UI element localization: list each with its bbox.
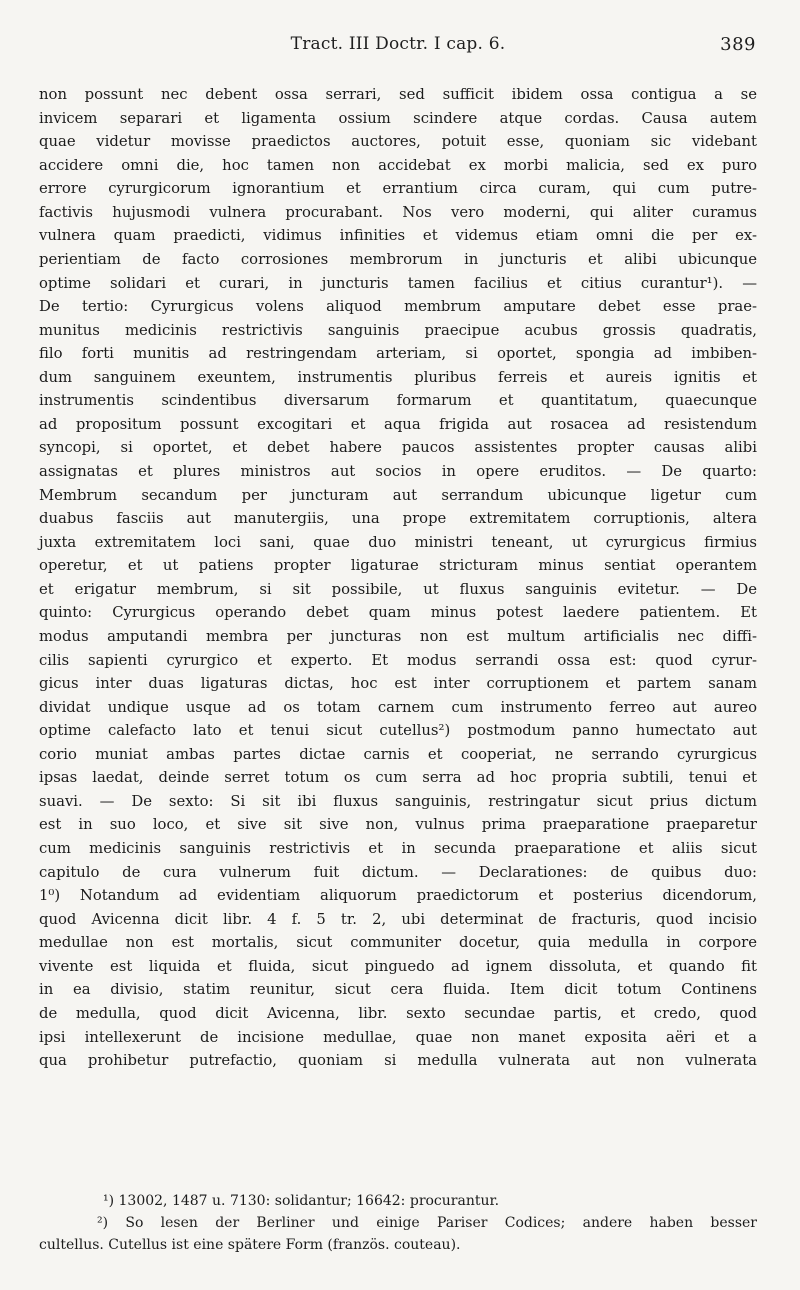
page-number: 389 [720,34,756,55]
footnote-2: ²) So lesen der Berliner und einige Pariser Codices; andere haben besser [97,1215,757,1231]
text-line: vivente est liquida et fluida, sicut pinguedo ad ignem dissoluta, et quando fit [39,957,757,975]
footnote-2-continued: cultellus. Cutellus ist eine spätere Form (französ. couteau). [39,1237,461,1253]
text-line: ad propositum possunt excogitari et aqua frigida aut rosacea ad resistendum [39,415,757,433]
text-line: operetur, et ut patiens propter ligaturae stricturam minus sentiat operantem [39,557,757,575]
text-line: qua prohibetur putrefactio, quoniam si medulla vulnerata aut non vulnerata [39,1052,757,1070]
text-line: quinto: Cyrurgicus operando debet quam minus potest laedere patientem. Et [39,604,757,622]
text-line: suavi. — De sexto: Si sit ibi fluxus sanguinis, restringatur sicut prius dictum [39,792,757,810]
text-line: gicus inter duas ligaturas dictas, hoc est inter corruptionem et partem sanam [39,675,757,693]
running-title: Tract. III Doctr. I cap. 6. [290,34,506,54]
text-line: errore cyrurgicorum ignorantium et errantium circa curam, qui cum putre- [39,180,757,198]
text-line: accidere omni die, hoc tamen non accidebat ex morbi malicia, sed ex puro [39,156,757,174]
page-header [40,34,756,60]
text-line: invicem separari et ligamenta ossium scindere atque cordas. Causa autem [39,109,757,127]
text-line: cilis sapienti cyrurgico et experto. Et modus serrandi ossa est: quod cyrur- [39,651,757,669]
main-text [39,83,757,1073]
text-line: ipsi intellexerunt de incisione medullae, quae non manet exposita aëri et a [39,1028,757,1046]
text-line: et erigatur membrum, si sit possibile, ut fluxus sanguinis evitetur. — De [39,580,757,598]
text-line: non possunt nec debent ossa serrari, sed sufficit ibidem ossa contigua a se [39,86,757,103]
text-line: assignatas et plures ministros aut socios in opere eruditos. — De quarto: [39,463,757,480]
text-line: est in suo loco, et sive sit sive non, vulnus prima praeparatione praeparetur [39,816,757,834]
text-line: cum medicinis sanguinis restrictivis et in secunda praeparatione et aliis sicut [39,840,757,857]
text-line: quod Avicenna dicit libr. 4 f. 5 tr. 2, ubi determinat de fracturis, quod incisio [39,910,757,928]
text-line: in ea divisio, statim reunitur, sicut cera fluida. Item dicit totum Continens [39,981,757,999]
text-line: optime solidari et curari, in juncturis tamen facilius et citius curantur¹). — [39,274,757,292]
text-line: optime calefacto lato et tenui sicut cutellus²) postmodum panno humectato aut [39,722,757,740]
text-line: de medulla, quod dicit Avicenna, libr. sexto secundae partis, et credo, quod [39,1004,757,1022]
text-line: perientiam de facto corrosiones membrorum in juncturis et alibi ubicunque [39,250,757,268]
text-line: De tertio: Cyrurgicus volens aliquod membrum amputare debet esse prae- [39,298,757,316]
text-line: juxta extremitatem loci sani, quae duo ministri teneant, ut cyrurgicus firmius [39,533,757,551]
text-line: dum sanguinem exeuntem, instrumentis pluribus ferreis et aureis ignitis et [39,368,757,386]
footnote-1: ¹) 13002, 1487 u. 7130: solidantur; 16642: procurantur. [103,1193,500,1209]
text-line: Membrum secandum per juncturam aut serrandum ubicunque ligetur cum [39,486,757,504]
text-line: vulnera quam praedicti, vidimus infinities et videmus etiam omni die per ex- [39,227,757,245]
text-line: medullae non est mortalis, sicut communiter docetur, quia medulla in corpore [39,934,757,952]
text-line: 1⁰) Notandum ad evidentiam aliquorum praedictorum et posterius dicendorum, [39,887,757,905]
text-line: duabus fasciis aut manutergiis, una prope extremitatem corruptionis, altera [39,510,757,528]
text-line: modus amputandi membra per juncturas non est multum artificialis nec diffi- [39,627,757,645]
text-line: ipsas laedat, deinde serret totum os cum serra ad hoc propria subtili, tenui et [39,769,757,787]
text-line: instrumentis scindentibus diversarum formarum et quantitatum, quaecunque [39,392,757,410]
footnotes [39,1190,757,1256]
text-line: quae videtur movisse praedictos auctores, potuit esse, quoniam sic videbant [39,133,757,151]
text-line: corio muniat ambas partes dictae carnis et cooperiat, ne serrando cyrurgicus [39,745,757,763]
text-line: capitulo de cura vulnerum fuit dictum. — Declarationes: de quibus duo: [39,863,757,881]
text-line: syncopi, si oportet, et debet habere paucos assistentes propter causas alibi [39,439,757,457]
text-line: munitus medicinis restrictivis sanguinis praecipue acubus grossis quadratis, [39,321,757,339]
text-line: dividat undique usque ad os totam carnem cum instrumento ferreo aut aureo [39,698,757,716]
text-line: filo forti munitis ad restringendam arteriam, si oportet, spongia ad imbiben- [39,345,757,363]
text-line: factivis hujusmodi vulnera procurabant. Nos vero moderni, qui aliter curamus [39,203,757,221]
